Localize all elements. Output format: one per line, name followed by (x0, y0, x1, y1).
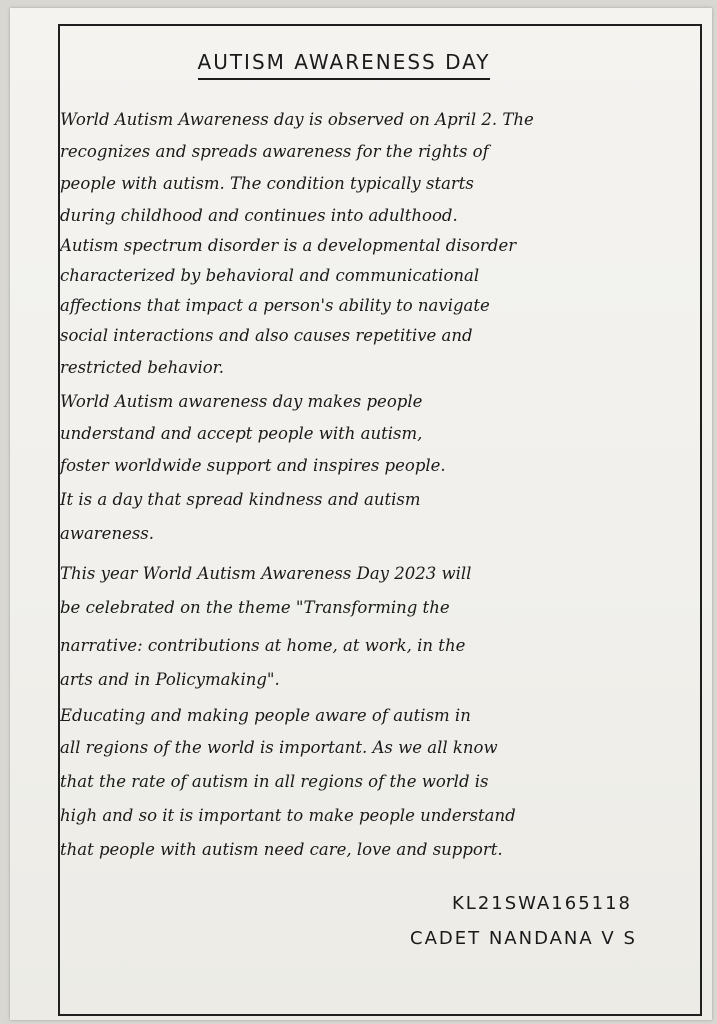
essay-line: that people with autism need care, love and support. (60, 840, 503, 859)
essay-line: understand and accept people with autism, (60, 424, 423, 443)
essay-line: affections that impact a person's ability to navigate (60, 296, 490, 315)
essay-line: arts and in Policymaking". (60, 670, 280, 689)
essay-line: awareness. (60, 524, 155, 543)
page-border (58, 24, 702, 1016)
essay-line: high and so it is important to make people understand (60, 806, 516, 825)
essay-line: foster worldwide support and inspires people. (60, 456, 446, 475)
essay-line: people with autism. The condition typically starts (60, 174, 474, 193)
essay-line: recognizes and spreads awareness for the rights of (60, 142, 489, 161)
essay-line: characterized by behavioral and communicational (60, 266, 480, 285)
essay-line: Autism spectrum disorder is a developmental disorder (60, 236, 517, 255)
essay-line: This year World Autism Awareness Day 2023 will (60, 564, 472, 583)
essay-line: World Autism awareness day makes people (60, 392, 423, 411)
essay-line: Educating and making people aware of autism in (60, 706, 471, 725)
essay-line: narrative: contributions at home, at work, in the (60, 636, 466, 655)
cadet-id: KL21SWA165118 (452, 893, 633, 914)
cadet-name: CADET NANDANA V S (410, 928, 637, 949)
essay-line: It is a day that spread kindness and autism (60, 490, 421, 509)
essay-line: World Autism Awareness day is observed on April 2. The (60, 110, 534, 129)
essay-line: restricted behavior. (60, 358, 225, 377)
essay-line: social interactions and also causes repetitive and (60, 326, 473, 345)
essay-line: all regions of the world is important. As we all know (60, 738, 498, 757)
essay-line: during childhood and continues into adulthood. (60, 206, 458, 225)
essay-line: be celebrated on the theme "Transforming the (60, 598, 450, 617)
title-block (178, 50, 510, 80)
essay-line: that the rate of autism in all regions of the world is (60, 772, 489, 791)
document-title: AUTISM AWARENESS DAY (198, 50, 491, 80)
